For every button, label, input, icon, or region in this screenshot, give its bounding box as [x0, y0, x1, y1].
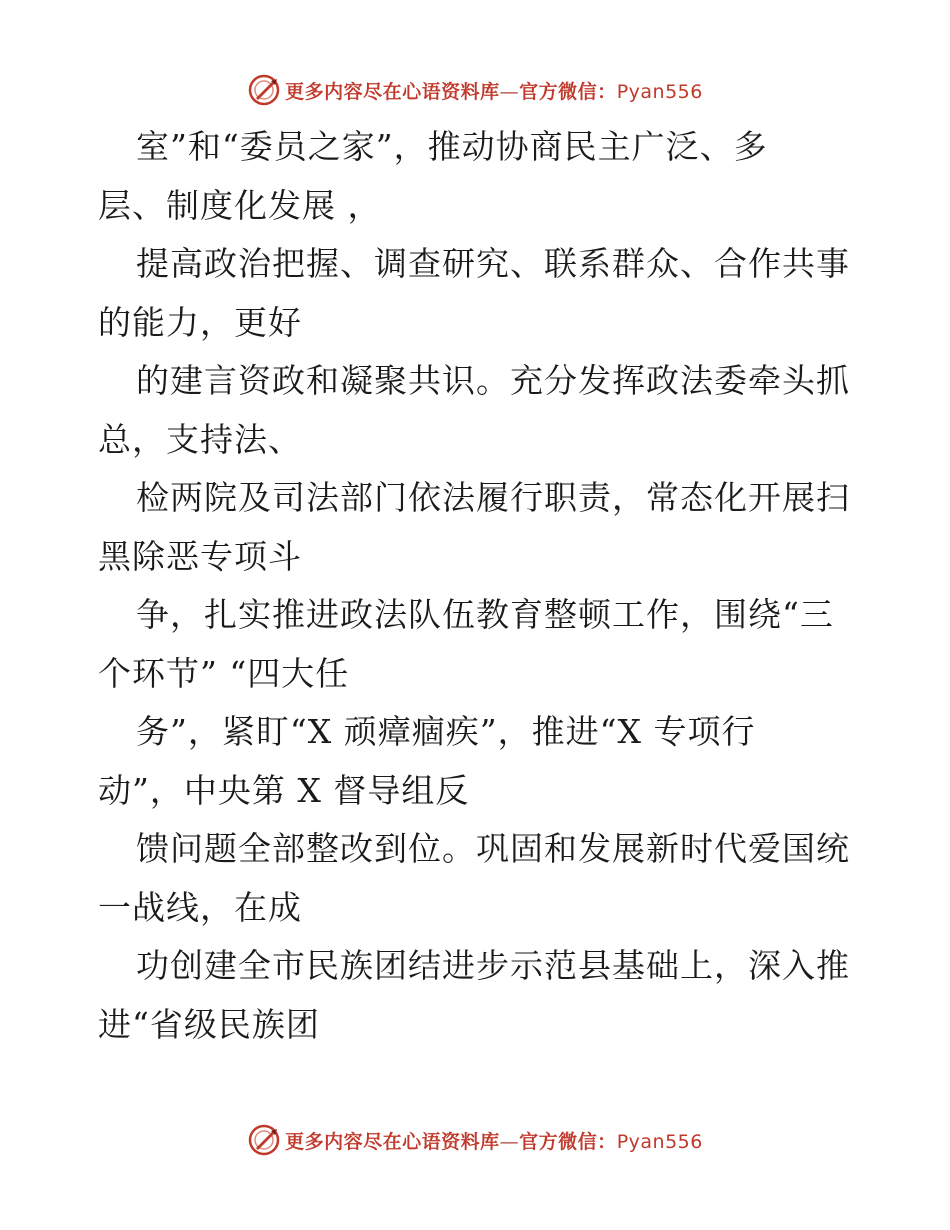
paragraph-line: 务”，紧盯“X 顽瘴痼疾”，推进“X 专项行 — [136, 712, 756, 751]
document-body — [98, 118, 858, 1054]
header-banner — [0, 70, 950, 110]
paragraph-line: 个环节” “四大任 — [98, 653, 350, 693]
banner-main-text: 更多内容尽在心语资料库 — [285, 80, 500, 103]
logo-icon — [247, 73, 281, 107]
paragraph-line: 进“省级民族团 — [98, 1004, 320, 1044]
paragraph-line: 功创建全市民族团结进步示范县基础上，深入推 — [136, 946, 850, 985]
paragraph-line: 提高政治把握、调查研究、联系群众、合作共事 — [136, 244, 850, 283]
banner-separator: — — [499, 1130, 520, 1153]
logo-icon — [247, 1123, 281, 1157]
banner-main-text: 更多内容尽在心语资料库 — [285, 1130, 500, 1153]
paragraph-line: 的能力，更好 — [98, 302, 302, 342]
paragraph-line: 馈问题全部整改到位。巩固和发展新时代爱国统 — [136, 829, 850, 868]
paragraph-line: 检两院及司法部门依法履行职责，常态化开展扫 — [136, 478, 850, 517]
paragraph-line: 争，扎实推进政法队伍教育整顿工作，围绕“三 — [136, 595, 834, 634]
paragraph-line: 一战线，在成 — [98, 887, 302, 927]
paragraph-line: 总，支持法、 — [98, 419, 302, 459]
paragraph-line: 层、制度化发展 ， — [98, 185, 382, 225]
paragraph-line: 室”和“委员之家”，推动协商民主广泛、多 — [136, 127, 768, 166]
paragraph-line: 的建言资政和凝聚共识。充分发挥政法委牵头抓 — [136, 361, 850, 400]
banner-text — [285, 77, 703, 104]
banner-text — [285, 1127, 703, 1154]
banner-wechat-label: 官方微信： — [519, 80, 617, 103]
banner-wechat-id: Pyan556 — [616, 80, 703, 103]
footer-banner — [0, 1120, 950, 1160]
paragraph-line: 动”，中央第 X 督导组反 — [98, 770, 470, 810]
paragraph-line: 黑除恶专项斗 — [98, 536, 302, 576]
banner-separator: — — [499, 80, 520, 103]
banner-wechat-label: 官方微信： — [519, 1130, 617, 1153]
banner-wechat-id: Pyan556 — [616, 1130, 703, 1153]
